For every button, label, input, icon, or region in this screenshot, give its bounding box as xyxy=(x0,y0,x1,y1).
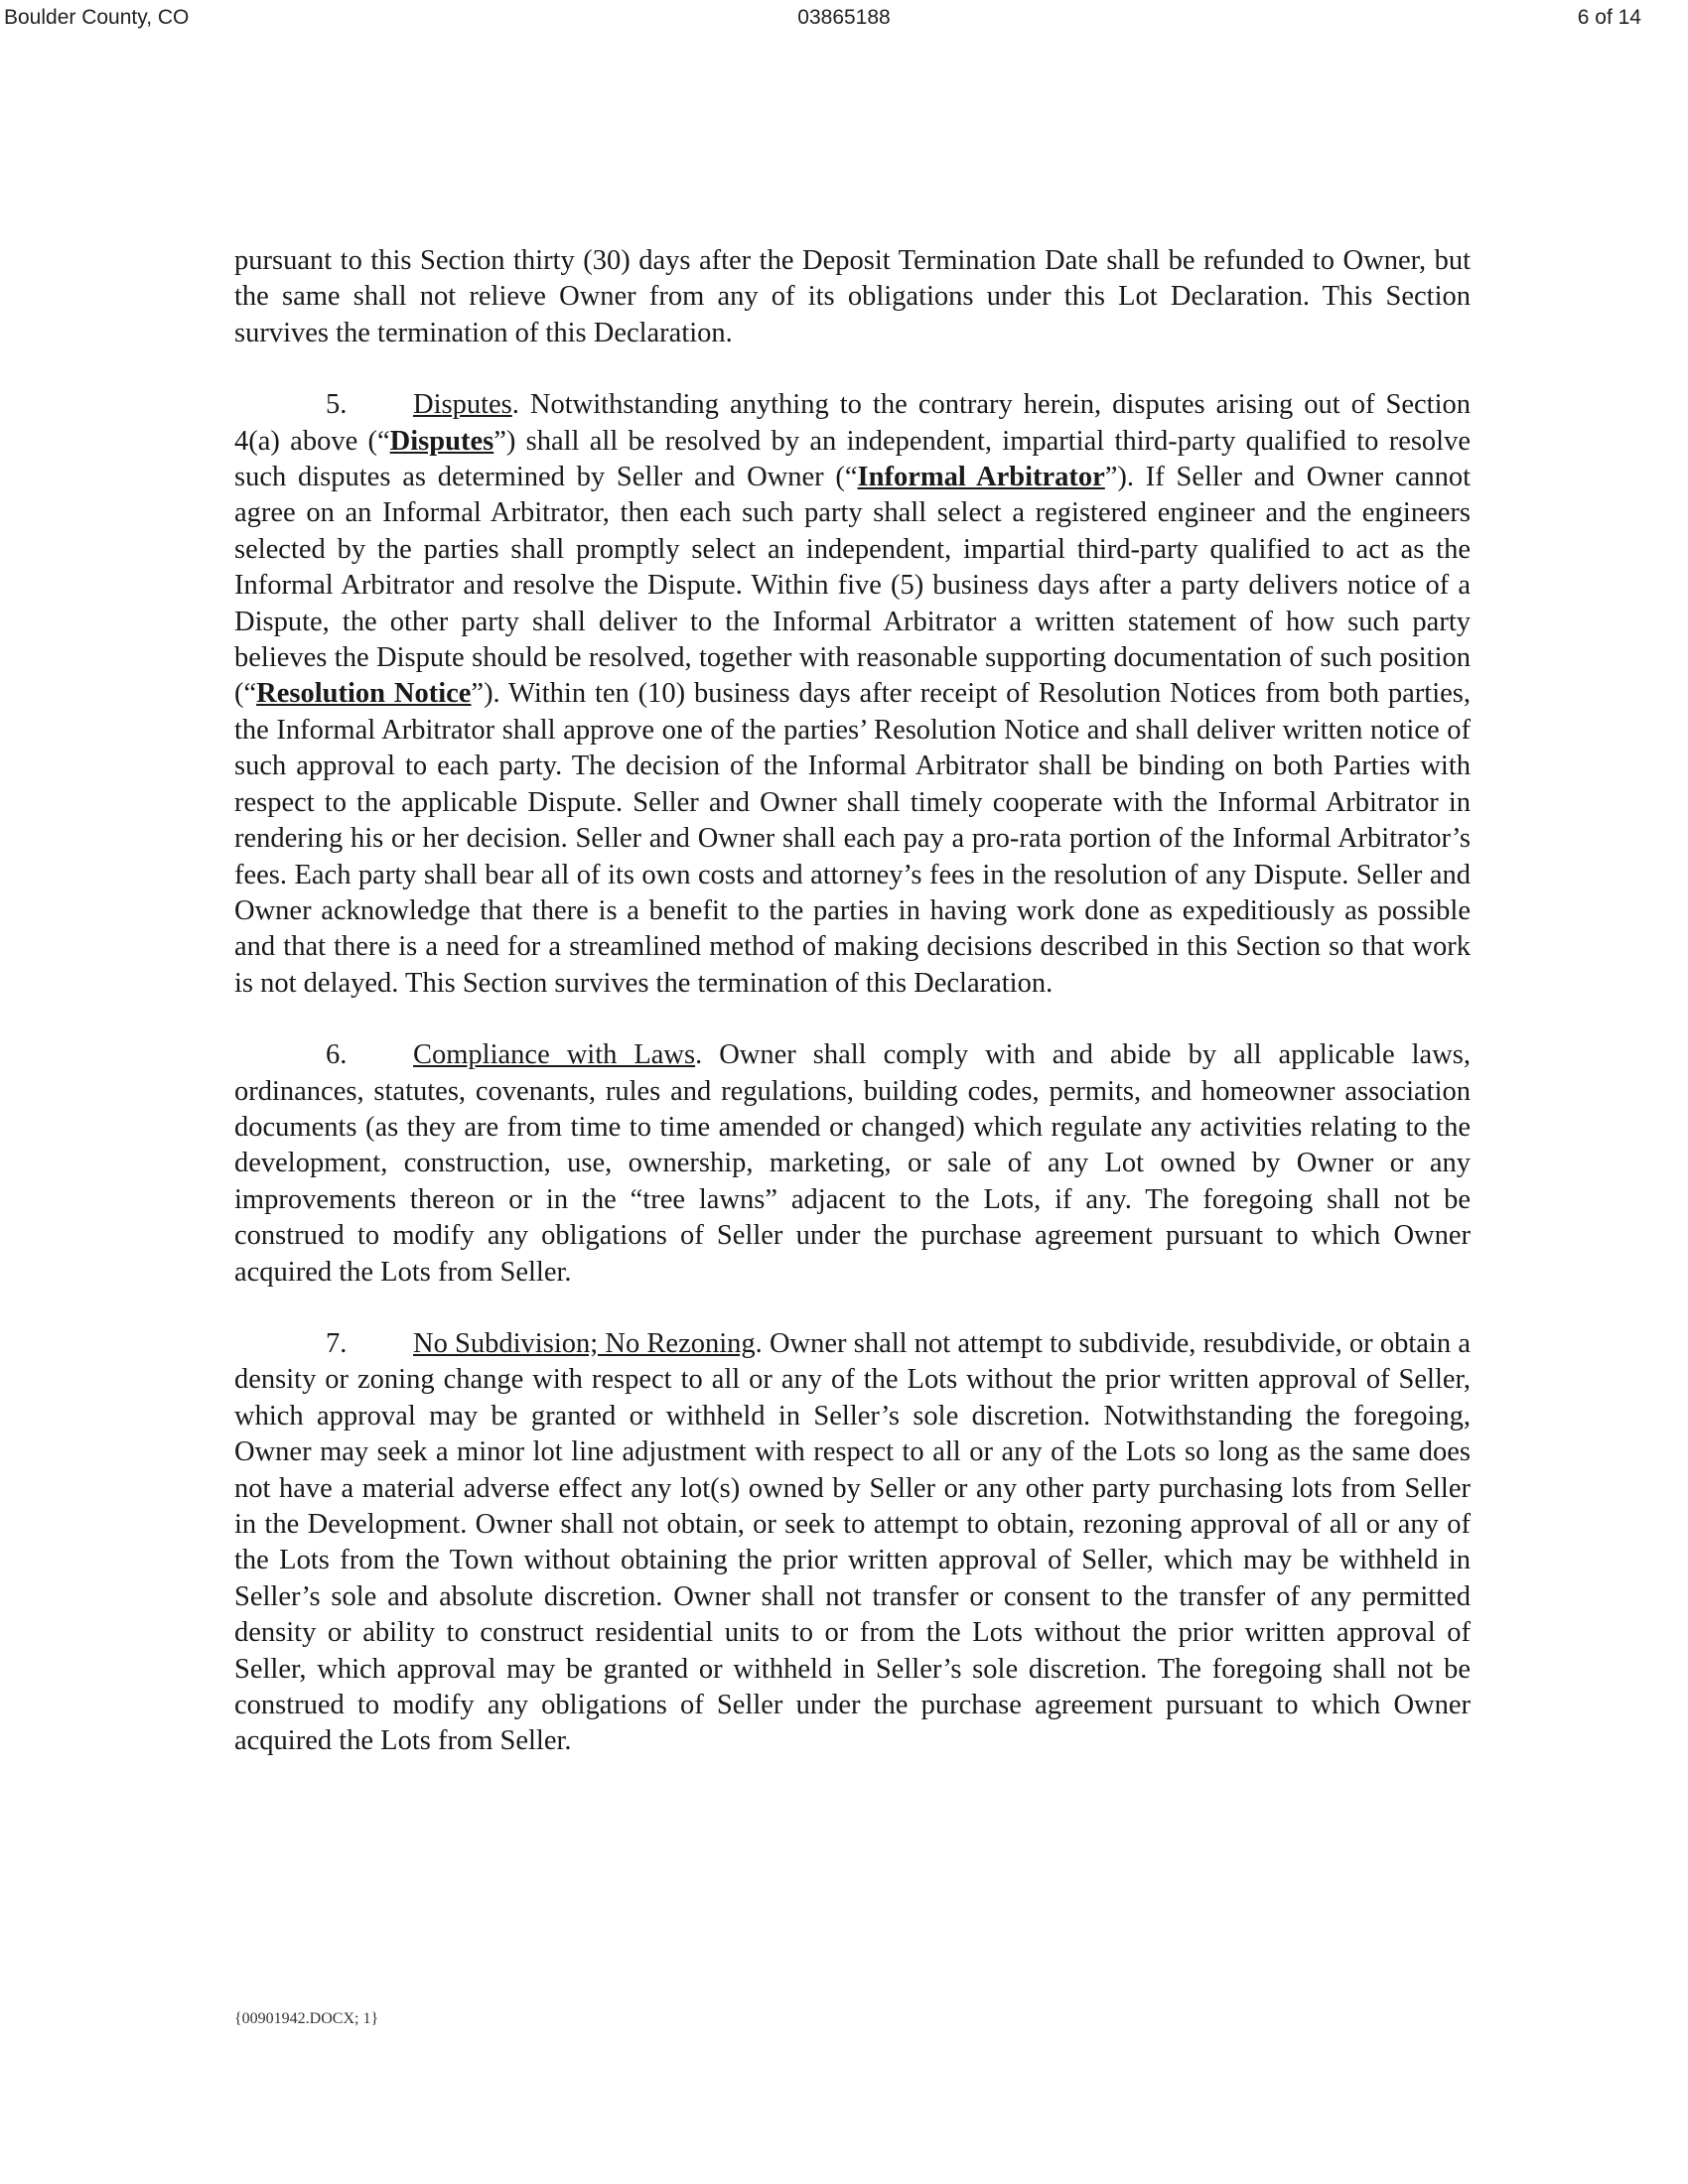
county-label: Boulder County, CO xyxy=(4,6,190,29)
section-number: 6. xyxy=(326,1039,348,1071)
section-text: . Owner shall not attempt to subdivide, resubdivide, or obtain a density or zoning change with respect to all or any of the Lots without the prior written approval of Seller, which approval may be granted or withheld in Seller’s sole discretion. Notwithstanding the foregoing, Owner may seek a minor lot line adjustment with respect to all or any of the Lots so long as the same does not have a material adverse effect any lot(s) owned by Seller or any other party purchasing lots from Seller in the Development. Owner shall not obtain, or seek to attempt to obtain, rezoning approval of all or any of the Lots from the Town without obtaining the prior written approval of Seller, which may be withheld in Seller’s sole and absolute discretion. Owner shall not transfer or consent to the transfer of any permitted density or ability to construct residential units to or from the Lots without the prior written approval of Seller, which approval may be granted or withheld in Seller’s sole discretion. The foregoing shall not be construed to modify any obligations of Seller under the purchase agreement pursuant to which Owner acquired the Lots from Seller. xyxy=(234,1327,1471,1757)
section-text: ”). Within ten (10) business days after receipt of Resolution Notices from both parties, the Informal Arbitrator shall approve one of the parties’ Resolution Notice and shall deliver written notice of such approval to each party. The decision of the Informal Arbitrator shall be binding on both Parties with respect to the applicable Dispute. Seller and Owner shall timely cooperate with the Informal Arbitrator in rendering his or her decision. Seller and Owner shall each pay a pro-rata portion of the Informal Arbitrator’s fees. Each party shall bear all of its own costs and attorney’s fees in the resolution of any Dispute. Seller and Owner acknowledge that there is a benefit to the parties in having work done as expeditiously as possible and that there is a need for a streamlined method of making decisions described in this Section so that work is not delayed. This Section survives the termination of this Declaration. xyxy=(234,678,1471,999)
page-indicator: 6 of 14 xyxy=(1577,6,1641,29)
document-number: 03865188 xyxy=(797,6,891,29)
continuation-text: pursuant to this Section thirty (30) days after the Deposit Termination Date shall be refunded to Owner, but the same shall not relieve Owner from any of its obligations under this Lot Declaration. This Section survives the termination of this Declaration. xyxy=(234,245,1471,348)
section-text: . Notwithstanding anything to the contrary herein, disputes arising out of Section 4(a) above (“ xyxy=(234,389,1471,457)
section-text: ”). If Seller and Owner cannot agree on an Informal Arbitrator, then each such party shall select a registered engineer and the engineers selected by the parties shall promptly select an independent, impartial third-party qualified to act as the Informal Arbitrator and resolve the Dispute. Within five (5) business days after a party delivers notice of a Dispute, the other party shall deliver to the Informal Arbitrator a written statement of how such party believes the Dispute should be resolved, together with reasonable supporting documentation of such position (“ xyxy=(234,462,1471,710)
section-number: 5. xyxy=(326,389,348,421)
continuation-paragraph xyxy=(234,243,1471,351)
section-heading: Compliance with Laws xyxy=(413,1039,696,1071)
defined-term: Resolution Notice xyxy=(256,678,472,710)
section-6-compliance xyxy=(234,1037,1471,1291)
page-header xyxy=(0,6,1688,36)
section-text: . Owner shall comply with and abide by all applicable laws, ordinances, statutes, covenants, rules and regulations, building codes, permits, and homeowner association documents (as they are from time to time amended or changed) which regulate any activities relating to the development, construction, use, ownership, marketing, or sale of any Lot owned by Owner or any improvements thereon or in the “tree lawns” adjacent to the Lots, if any. The foregoing shall not be construed to modify any obligations of Seller under the purchase agreement pursuant to which Owner acquired the Lots from Seller. xyxy=(234,1039,1472,1288)
footer-doc-reference: {00901942.DOCX; 1} xyxy=(234,2010,379,2027)
defined-term: Informal Arbitrator xyxy=(857,462,1105,493)
section-number: 7. xyxy=(326,1327,348,1359)
section-text: ”) shall all be resolved by an independent, impartial third-party qualified to resolve such disputes as determined by Seller and Owner (“ xyxy=(234,425,1471,493)
document-body xyxy=(234,243,1471,1760)
section-5-disputes xyxy=(234,387,1471,1002)
section-heading: No Subdivision; No Rezoning xyxy=(413,1327,756,1359)
defined-term: Disputes xyxy=(389,425,494,457)
section-7-no-subdivision xyxy=(234,1326,1471,1760)
section-heading: Disputes xyxy=(413,389,512,421)
